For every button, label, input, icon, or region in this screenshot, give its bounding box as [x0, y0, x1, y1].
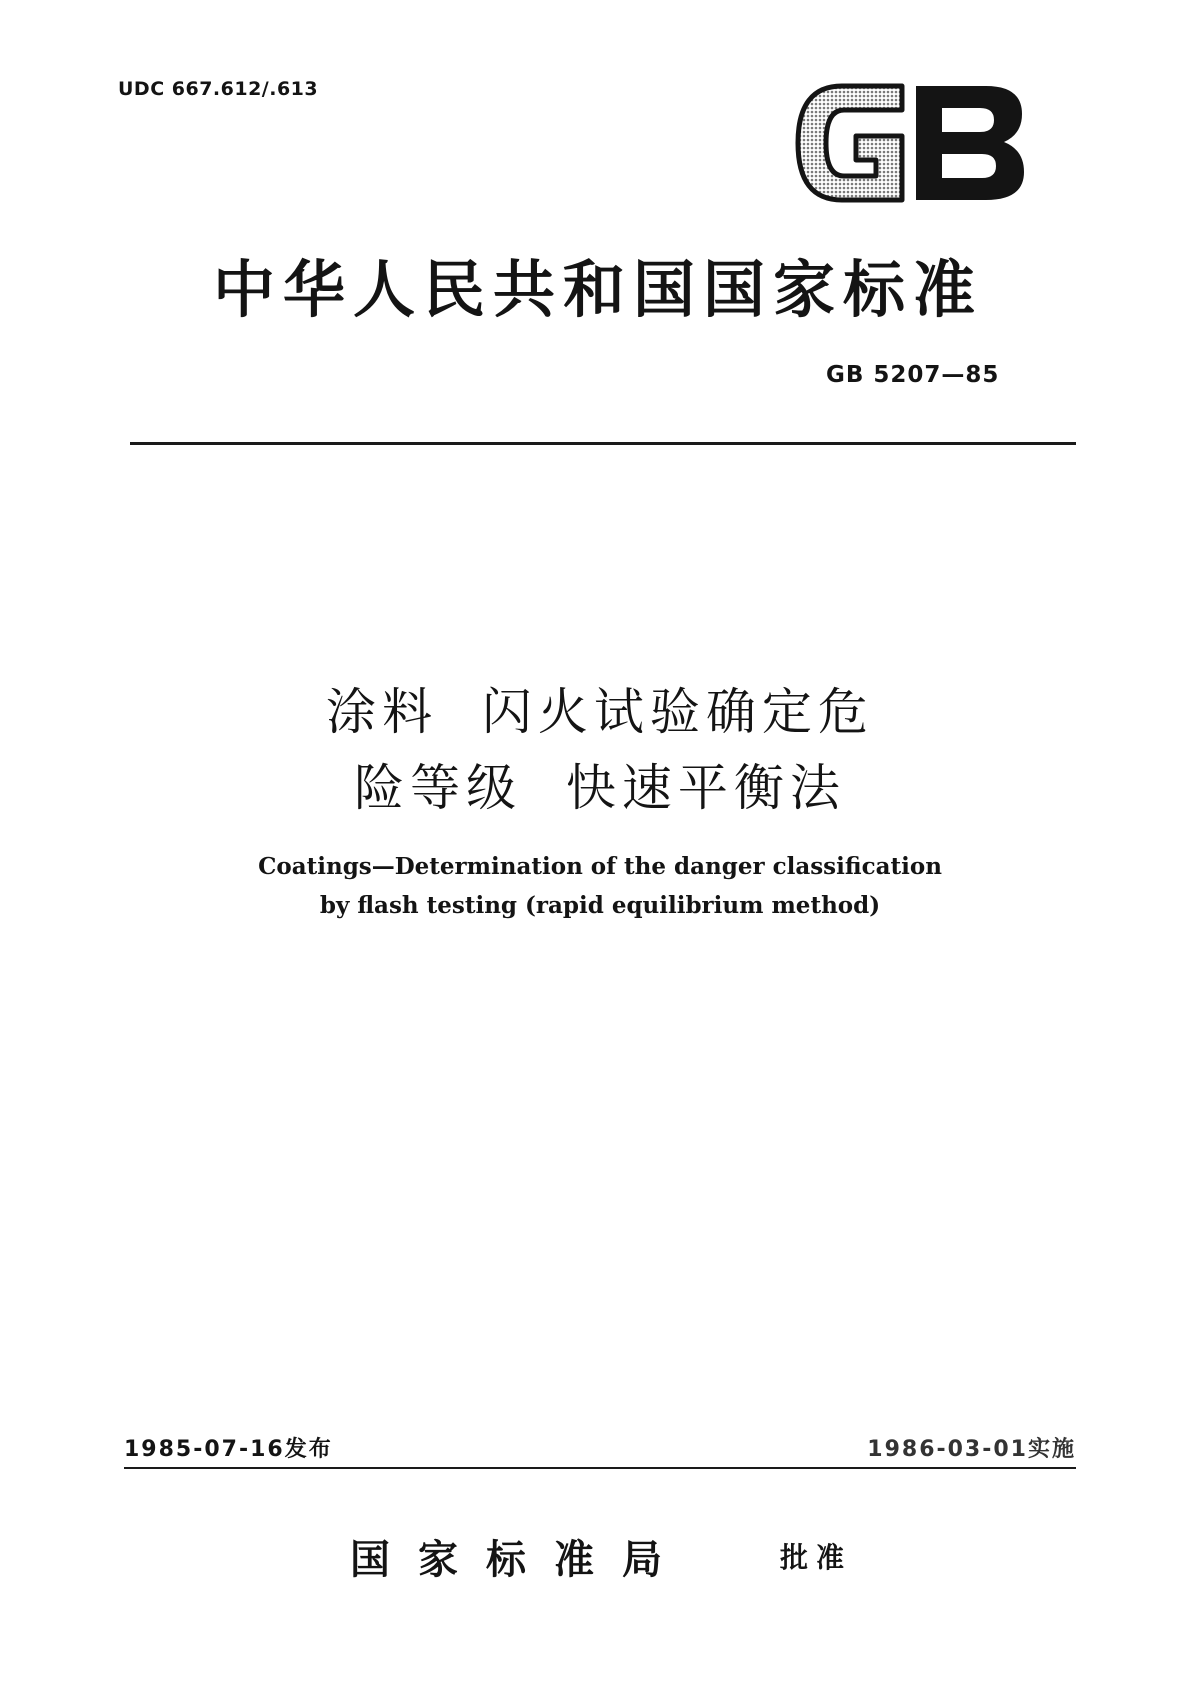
- title-english-line-1: Coatings—Determination of the danger classification: [258, 853, 942, 880]
- bottom-divider: [124, 1467, 1076, 1469]
- top-divider: [130, 442, 1076, 445]
- title-english-line-2: by flash testing (rapid equilibrium method): [319, 892, 881, 919]
- issue-date: 1985-07-16发布: [124, 1437, 333, 1462]
- approval-word: 批准: [780, 1541, 853, 1574]
- title-chinese-line-1: 涂料 闪火试验确定危: [326, 683, 874, 741]
- udc-code: UDC 667.612/.613: [118, 78, 319, 100]
- effective-date: 1986-03-01实施: [867, 1437, 1076, 1462]
- standard-number: GB 5207—85: [826, 362, 1000, 388]
- approving-authority: 国家标准局: [350, 1537, 690, 1583]
- national-standard-heading: 中华人民共和国国家标准: [212, 253, 983, 326]
- gb-logo: [790, 78, 1030, 208]
- title-chinese-line-2: 险等级 快速平衡法: [354, 759, 846, 817]
- svg-text:GB: GB: [910, 205, 912, 206]
